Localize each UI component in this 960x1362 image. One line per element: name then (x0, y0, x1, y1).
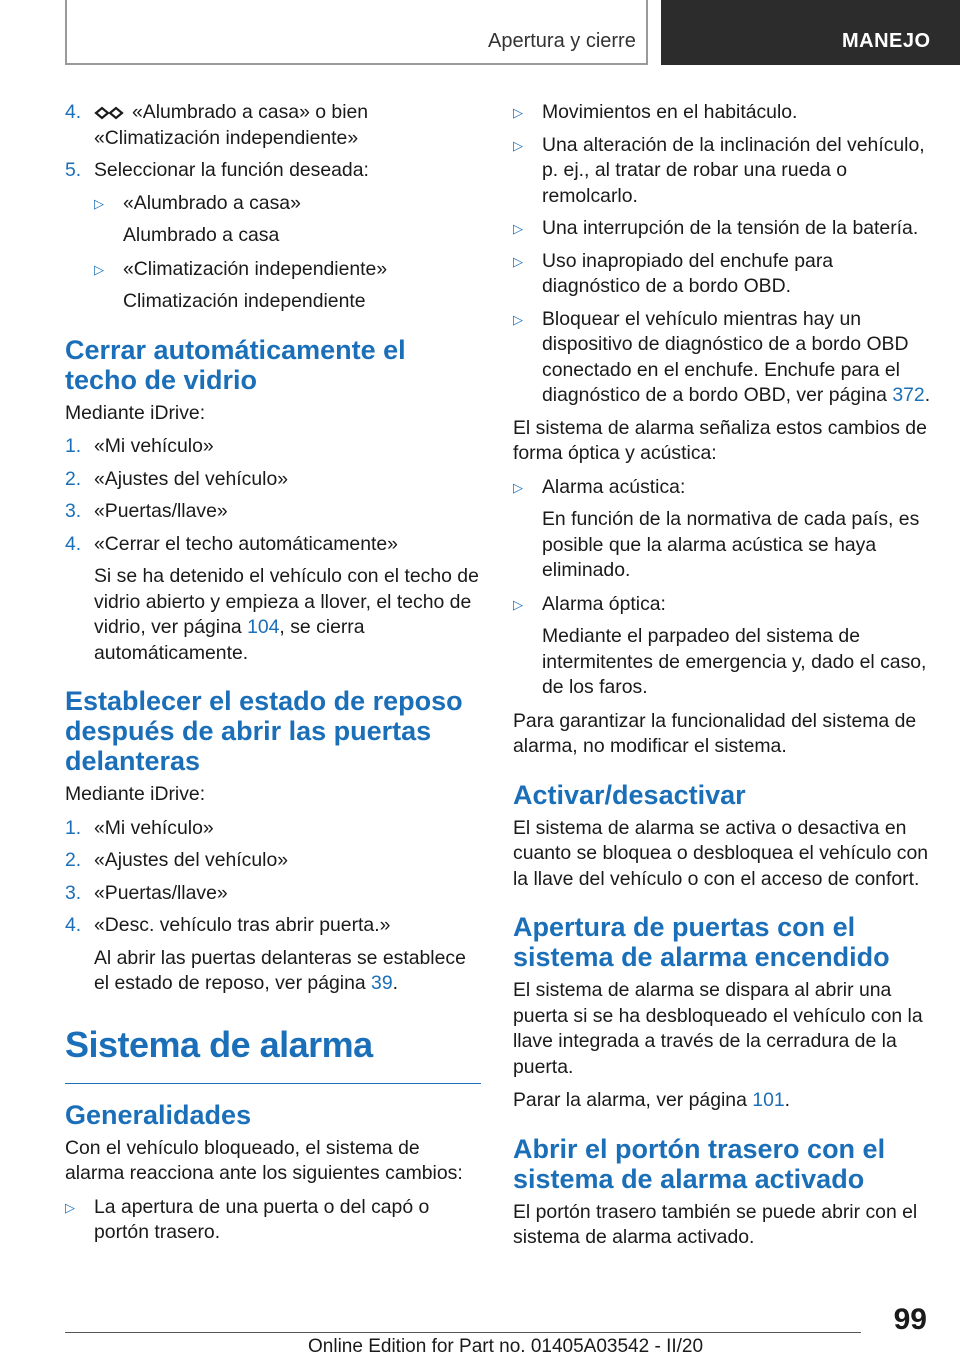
bullet-text: Alarma acústica: (542, 475, 686, 498)
bullet-text: La apertura de una puerta o del capó o portón trasero. (94, 1195, 430, 1243)
bullet-text: Movimientos en el habitáculo. (542, 101, 798, 123)
page-number: 99 (893, 1303, 927, 1336)
step-number: 4. (65, 914, 82, 936)
roof-step (65, 467, 481, 493)
heading-door-opening-alarm: Apertura de puertas con el sistema de alarma encendido (513, 912, 890, 972)
rest-step (65, 848, 481, 874)
signal-text: El sistema de alarma señaliza estos cambios de forma óptica y acústica: (513, 416, 927, 464)
bullet-text: Bloquear el vehículo mientras hay un dispositivo de diagnóstico de a bordo OBD conectado en el enchufe. Enchufe para el diagnóstico de a bordo OBD, ver página (542, 307, 909, 406)
activate-text: El sistema de alarma se activa o desactiva en cuanto se bloquea o desbloquea el vehículo con la llave del vehículo o con el acceso de confort. (513, 816, 929, 890)
description-text: . (392, 972, 399, 994)
page-link-372[interactable]: 372 (892, 384, 925, 406)
rest-intro: Mediante iDrive: (65, 783, 206, 805)
rest-step (65, 881, 481, 907)
heading-activate-deactivate: Activar/desactivar (513, 779, 746, 810)
header-rule-left (65, 0, 67, 63)
rest-step (65, 913, 481, 939)
page-link-101[interactable]: 101 (752, 1089, 785, 1111)
heading-tailgate-alarm: Abrir el portón trasero con el sistema de alarma activado (513, 1133, 886, 1194)
triangle-bullet-icon: ▷ (513, 479, 523, 495)
heading-rest-state: Establecer el estado de reposo después de abrir las puertas delanteras (65, 686, 463, 776)
step-4-select-function (65, 100, 481, 151)
step-number: 2. (65, 467, 82, 490)
step-text: «Mi vehículo» (94, 816, 214, 839)
doors-text: El sistema de alarma se dispara al abrir una puerta si se ha desbloqueado el vehículo con la llave integrada a través de la cerradura de la puerta. (513, 979, 923, 1078)
header-chapter-label: MANEJO (842, 30, 931, 52)
step-5-select-desired (65, 158, 481, 184)
step-text: «Puertas/llave» (94, 500, 228, 522)
change-bullet (513, 100, 933, 126)
step-number: 5. (65, 159, 82, 181)
triangle-bullet-icon: ▷ (513, 221, 523, 236)
triangle-bullet-icon: ▷ (513, 253, 523, 269)
option-independent-climate (65, 257, 481, 283)
step-text: «Cerrar el techo automáticamente» (94, 532, 398, 555)
triangle-bullet-icon: ▷ (513, 137, 523, 153)
optical-alarm-description: Mediante el parpadeo del sistema de intermitentes de emergencia y, dado el caso, de los faros. (542, 625, 927, 698)
triangle-bullet-icon: ▷ (513, 311, 523, 327)
bullet-text: Una interrupción de la tensión de la batería. (542, 217, 919, 239)
triangle-bullet-icon: ▷ (513, 596, 523, 612)
header-rule-bottom (65, 63, 648, 65)
description-text: Si se ha detenido el vehículo con el techo de vidrio abierto y empieza a llover, el techo de vidrio, ver página (94, 565, 479, 638)
header-section-title: Apertura y cierre (488, 30, 636, 52)
step-text: Seleccionar la función deseada: (94, 159, 369, 181)
heading-auto-close-roof: Cerrar automáticamente el techo de vidrio (65, 334, 406, 395)
triangle-bullet-icon: ▷ (94, 195, 104, 211)
roof-step-description (65, 564, 481, 666)
general-bullet (65, 1195, 481, 1246)
step-text: «Puertas/llave» (94, 881, 228, 904)
change-bullet (513, 216, 933, 242)
roof-step (65, 532, 481, 558)
change-bullet (513, 249, 933, 300)
roof-step (65, 434, 481, 460)
step-text: «Ajustes del vehículo» (94, 467, 289, 490)
page-link-104[interactable]: 104 (247, 616, 280, 638)
change-bullet-obd (513, 307, 933, 409)
step-text: «Alumbrado a casa» o bien «Climatización independiente» (94, 101, 369, 149)
page-link-39[interactable]: 39 (371, 972, 393, 994)
acoustic-alarm-description: En función de la normativa de cada país, es posible que la alarma acústica se haya eliminado. (542, 508, 920, 581)
triangle-bullet-icon: ▷ (513, 105, 523, 120)
option-description: Climatización independiente (123, 290, 366, 312)
heading-alarm-system: Sistema de alarma (65, 1023, 373, 1065)
bullet-text: Uso inapropiado del enchufe para diagnóstico de a bordo OBD. (542, 249, 834, 297)
guarantee-text: Para garantizar la funcionalidad del sistema de alarma, no modificar el sistema. (513, 709, 917, 757)
rest-step (65, 816, 481, 842)
acoustic-alarm-bullet (513, 475, 933, 501)
option-label: «Climatización independiente» (123, 257, 388, 280)
step-number: 1. (65, 816, 82, 839)
step-number: 1. (65, 435, 82, 457)
step-text: «Desc. vehículo tras abrir puerta.» (94, 914, 391, 936)
footer-rule (65, 1332, 861, 1333)
idrive-menu-icon (94, 106, 124, 120)
roof-step (65, 499, 481, 525)
triangle-bullet-icon: ▷ (65, 1199, 75, 1215)
bullet-text: Una alteración de la inclinación del vehículo, p. ej., al tratar de robar una rueda o remolcarlo. (542, 133, 925, 207)
change-bullet (513, 133, 933, 210)
bullet-text: Alarma óptica: (542, 592, 666, 615)
step-number: 3. (65, 500, 82, 522)
heading-rule (65, 1083, 481, 1084)
step-number: 4. (65, 101, 82, 123)
stop-text: Parar la alarma, ver página (513, 1089, 753, 1111)
general-text: Con el vehículo bloqueado, el sistema de alarma reacciona ante los siguientes cambios: (65, 1136, 463, 1184)
step-text: «Ajustes del vehículo» (94, 849, 289, 871)
stop-alarm-text (513, 1088, 933, 1114)
description-text: , se cierra automáticamente. (94, 616, 365, 664)
description-text: Al abrir las puertas delanteras se establece el estado de reposo, ver página (94, 946, 466, 994)
option-home-lighting (65, 191, 481, 217)
right-column (513, 100, 933, 1259)
tailgate-text: El portón trasero también se puede abrir con el sistema de alarma activado. (513, 1200, 918, 1248)
optical-alarm-bullet (513, 592, 933, 618)
triangle-bullet-icon: ▷ (94, 261, 104, 277)
step-number: 3. (65, 881, 82, 904)
option-description: Alumbrado a casa (123, 224, 280, 246)
step-number: 2. (65, 849, 82, 871)
heading-general: Generalidades (65, 1099, 252, 1130)
option-label: «Alumbrado a casa» (123, 191, 301, 214)
left-column (65, 100, 481, 1253)
bullet-text: . (924, 384, 931, 406)
step-number: 4. (65, 532, 82, 555)
footer-edition: Online Edition for Part no. 01405A03542 - II/20 (308, 1336, 704, 1357)
stop-text: . (784, 1089, 791, 1111)
roof-intro: Mediante iDrive: (65, 401, 206, 424)
page-header (0, 0, 960, 66)
rest-step-description (65, 946, 481, 997)
header-rule-right (646, 0, 648, 65)
step-text: «Mi vehículo» (94, 435, 214, 457)
